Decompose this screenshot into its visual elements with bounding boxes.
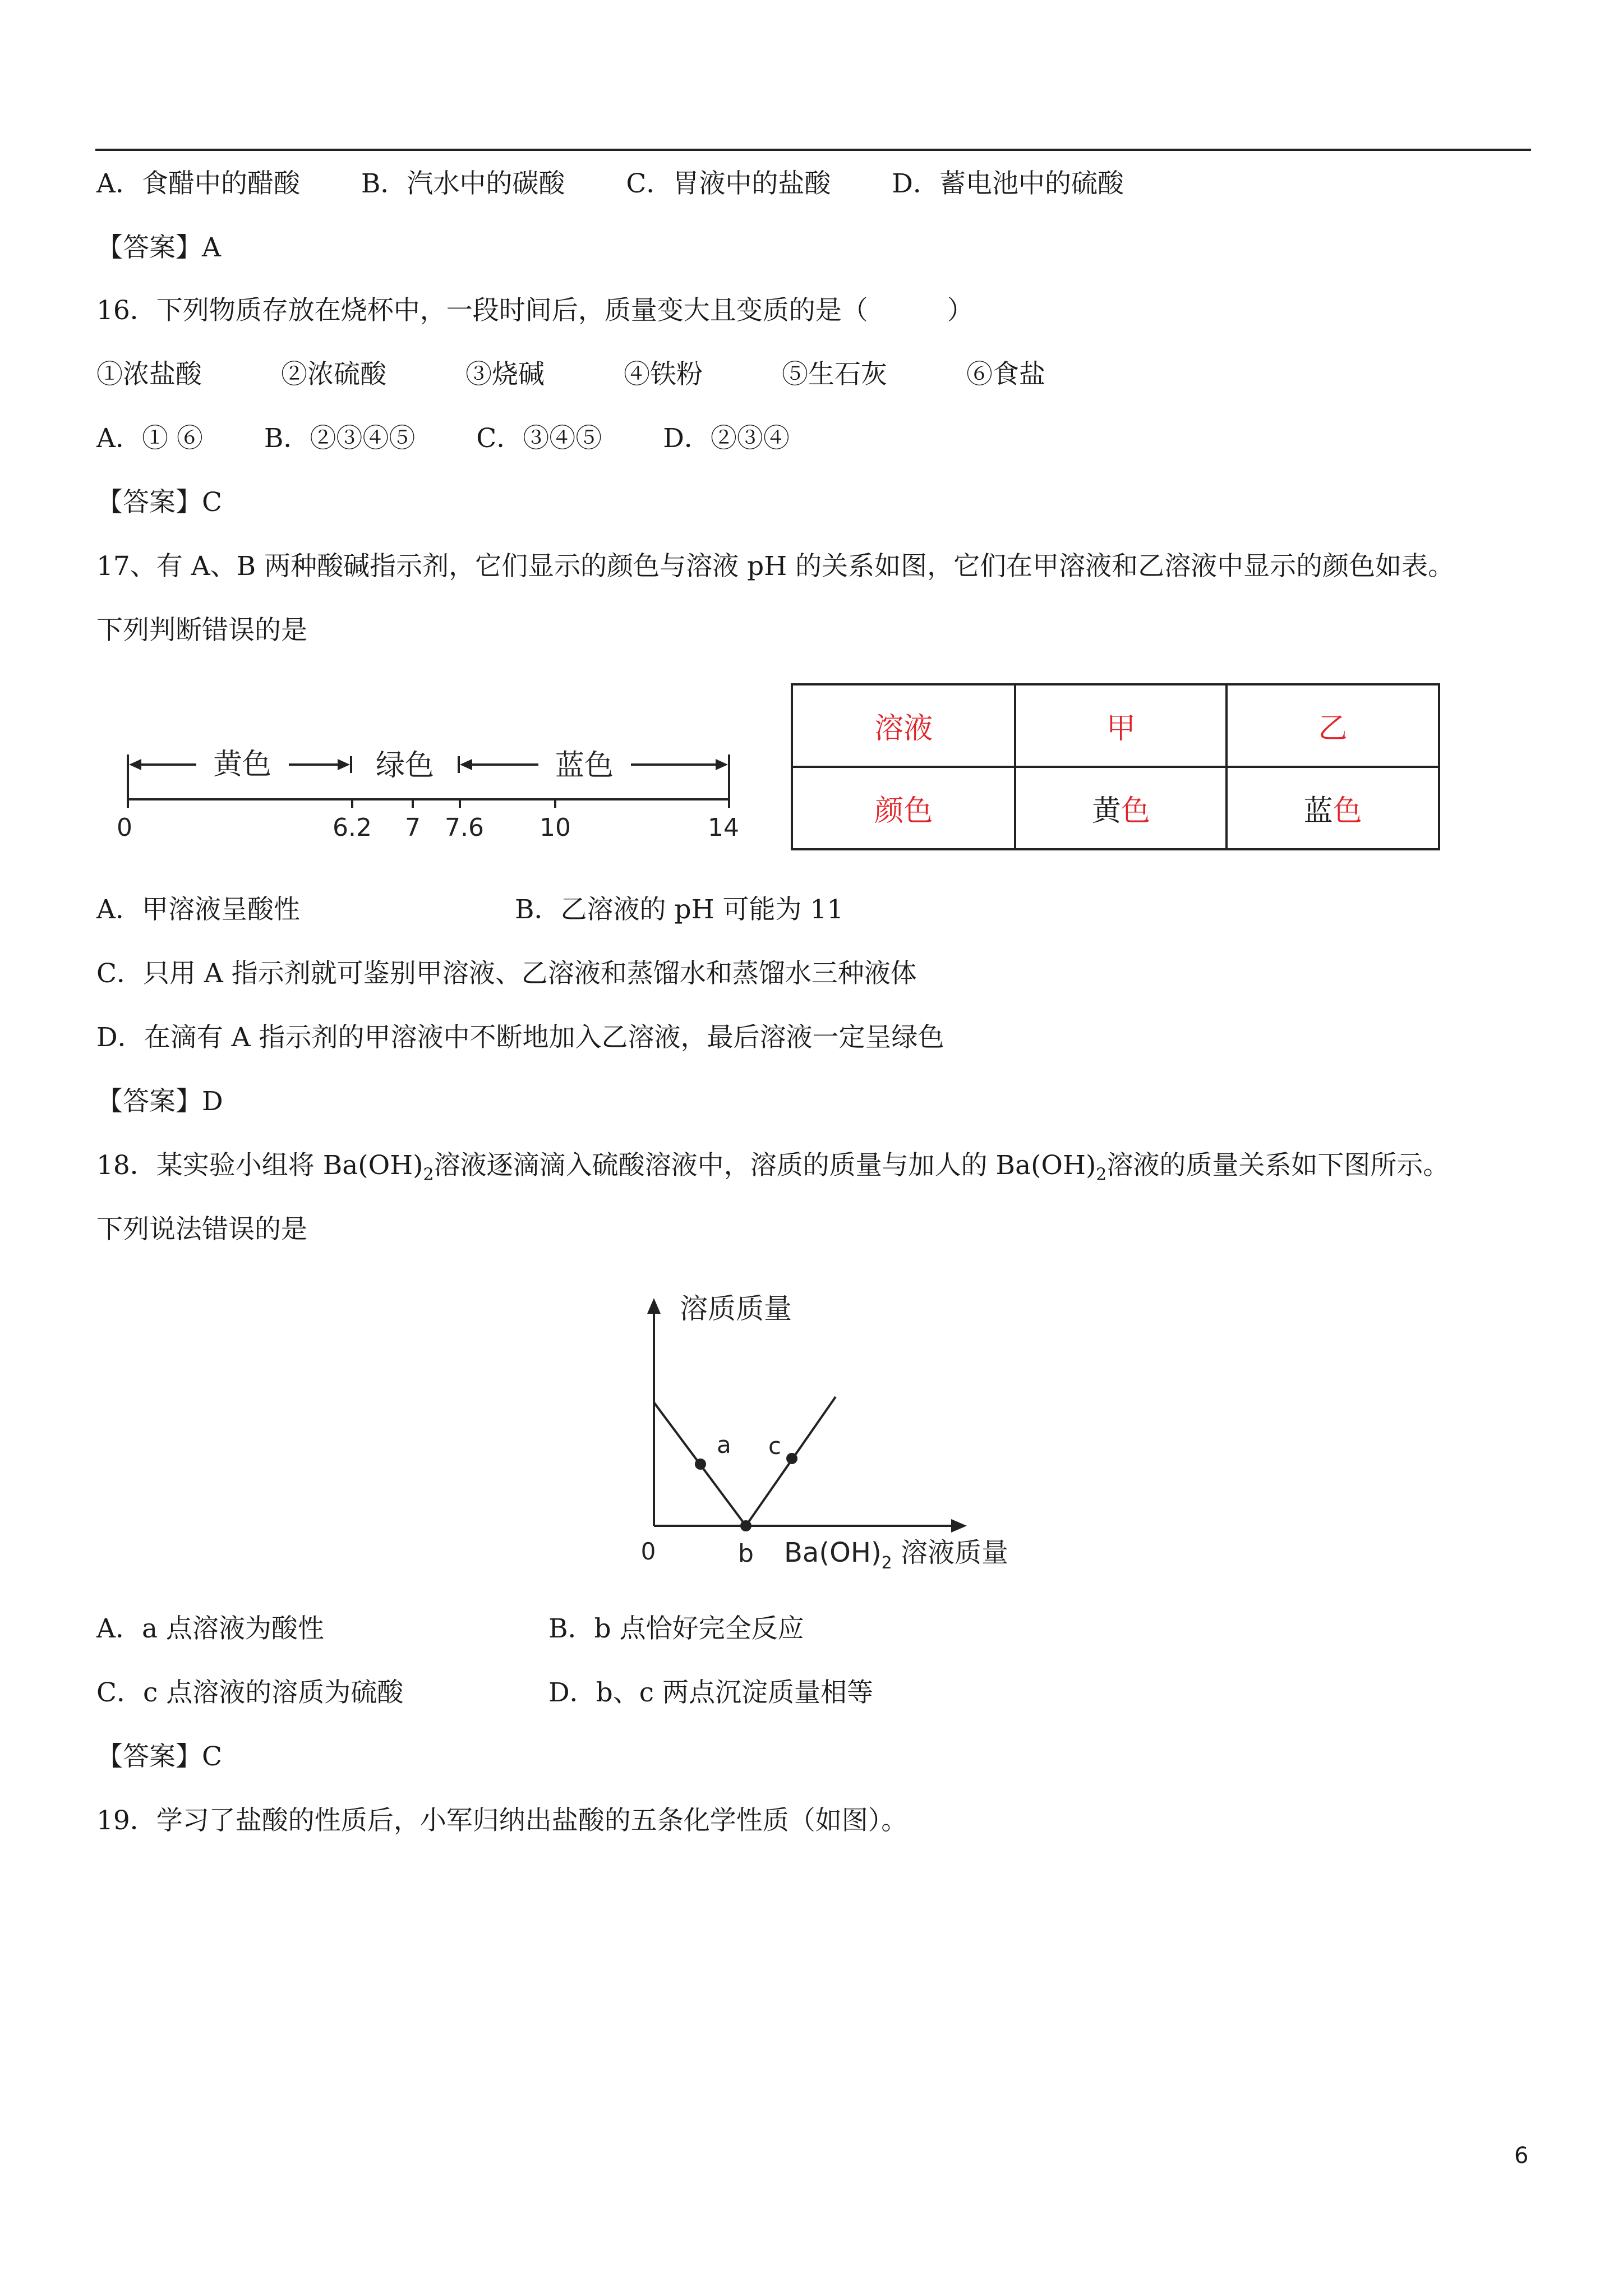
indicator-color-table — [791, 683, 1440, 850]
q15-answer: 【答案】A — [96, 232, 221, 263]
table-cell-yi-color — [1227, 767, 1439, 849]
point-c-dot — [786, 1453, 797, 1464]
point-b-dot — [740, 1520, 751, 1531]
q18-answer: 【答案】C — [96, 1741, 222, 1772]
scale-tick-0: 0 — [117, 813, 132, 842]
q18-option-d: D．b、c 两点沉淀质量相等 — [548, 1677, 874, 1708]
graph-x-label — [784, 1537, 1008, 1573]
q16-stem: 16．下列物质存放在烧杯中，一段时间后，质量变大且变质的是（ ） — [96, 295, 974, 326]
graph-x-label-sub: 2 — [881, 1553, 892, 1573]
point-a-dot — [695, 1458, 706, 1470]
q16-items: ①浓盐酸 ②浓硫酸 ③烧碱 ④铁粉 ⑤生石灰 ⑥食盐 — [96, 359, 1045, 390]
table-header-jia: 甲 — [1015, 684, 1227, 767]
graph-y-label: 溶质质量 — [680, 1292, 792, 1325]
graph-point-b-label: b — [738, 1539, 754, 1568]
q18-stem-part1: 18．某实验小组将 Ba(OH) — [96, 1150, 423, 1181]
q18-option-a: A．a 点溶液为酸性 — [96, 1613, 324, 1644]
q17-option-c: C．只用 A 指示剂就可鉴别甲溶液、乙溶液和蒸馏水和蒸馏水三种液体 — [96, 958, 917, 989]
graph-x-label-a: Ba(OH) — [784, 1537, 882, 1568]
q17-option-a: A．甲溶液呈酸性 — [96, 894, 300, 925]
graph-origin-label: 0 — [640, 1538, 656, 1565]
graph-point-a-label: a — [717, 1431, 731, 1458]
graph-x-label-b: 溶液质量 — [892, 1537, 1009, 1568]
q18-stem-line1 — [96, 1149, 1449, 1191]
q18-stem-sub1: 2 — [423, 1165, 434, 1185]
scale-tick-7: 7 — [405, 813, 421, 842]
q18-solute-mass-graph — [623, 1285, 1026, 1576]
scale-tick-7-6: 7.6 — [445, 813, 484, 842]
table-header-solution: 溶液 — [792, 684, 1015, 767]
q18-option-c: C．c 点溶液的溶质为硫酸 — [96, 1677, 404, 1708]
q16-options: A．① ⑥ B．②③④⑤ C．③④⑤ D．②③④ — [96, 423, 790, 454]
scale-yellow-label: 黄色 — [213, 748, 272, 781]
scale-tick-14: 14 — [708, 813, 739, 842]
q18-stem-sub2: 2 — [1096, 1165, 1107, 1185]
page-number: 6 — [1514, 2143, 1529, 2169]
table-cell-jia-color — [1015, 767, 1227, 849]
x-axis-arrow — [951, 1519, 967, 1533]
q17-answer: 【答案】D — [96, 1086, 223, 1117]
table-cell-yi-color-b: 色 — [1332, 794, 1362, 828]
y-axis-arrow — [647, 1298, 661, 1314]
table-cell-yi-color-a: 蓝 — [1303, 794, 1333, 828]
q18-stem-part2: 溶液逐滴滴入硫酸溶液中，溶质的质量与加人的 Ba(OH) — [434, 1150, 1096, 1181]
graph-point-c-label: c — [768, 1432, 782, 1460]
table-header-yi: 乙 — [1227, 684, 1439, 767]
header-rule — [95, 149, 1531, 151]
q19-stem: 19．学习了盐酸的性质后，小军归纳出盐酸的五条化学性质（如图）。 — [96, 1805, 908, 1836]
q17-option-d: D．在滴有 A 指示剂的甲溶液中不断地加入乙溶液，最后溶液一定呈绿色 — [96, 1022, 944, 1053]
table-row-color-label: 颜色 — [792, 767, 1015, 849]
q17-option-b: B．乙溶液的 pH 可能为 11 — [515, 894, 844, 925]
scale-green-label: 绿色 — [375, 749, 435, 783]
table-cell-jia-color-a: 黄 — [1091, 794, 1121, 828]
scale-blue-label: 蓝色 — [555, 749, 614, 783]
ph-indicator-scale — [107, 729, 757, 858]
q16-answer: 【答案】C — [96, 487, 222, 518]
q15-options: A．食醋中的醋酸 B．汽水中的碳酸 C．胃液中的盐酸 D．蓄电池中的硫酸 — [96, 168, 1124, 199]
graph-solute-curve — [654, 1397, 836, 1526]
q18-stem-part3: 溶液的质量关系如下图所示。 — [1106, 1150, 1450, 1181]
q18-stem-line2: 下列说法错误的是 — [96, 1214, 307, 1245]
q17-stem-line1: 17、有 A、B 两种酸碱指示剂，它们显示的颜色与溶液 pH 的关系如图，它们在甲溶液和乙溶液中显示的颜色如表。 — [96, 551, 1455, 582]
scale-tick-6-2: 6.2 — [333, 813, 372, 842]
table-cell-jia-color-b: 色 — [1121, 794, 1150, 828]
q18-option-b: B．b 点恰好完全反应 — [548, 1613, 804, 1644]
scale-tick-10: 10 — [540, 813, 571, 842]
q17-stem-line2: 下列判断错误的是 — [96, 615, 307, 646]
